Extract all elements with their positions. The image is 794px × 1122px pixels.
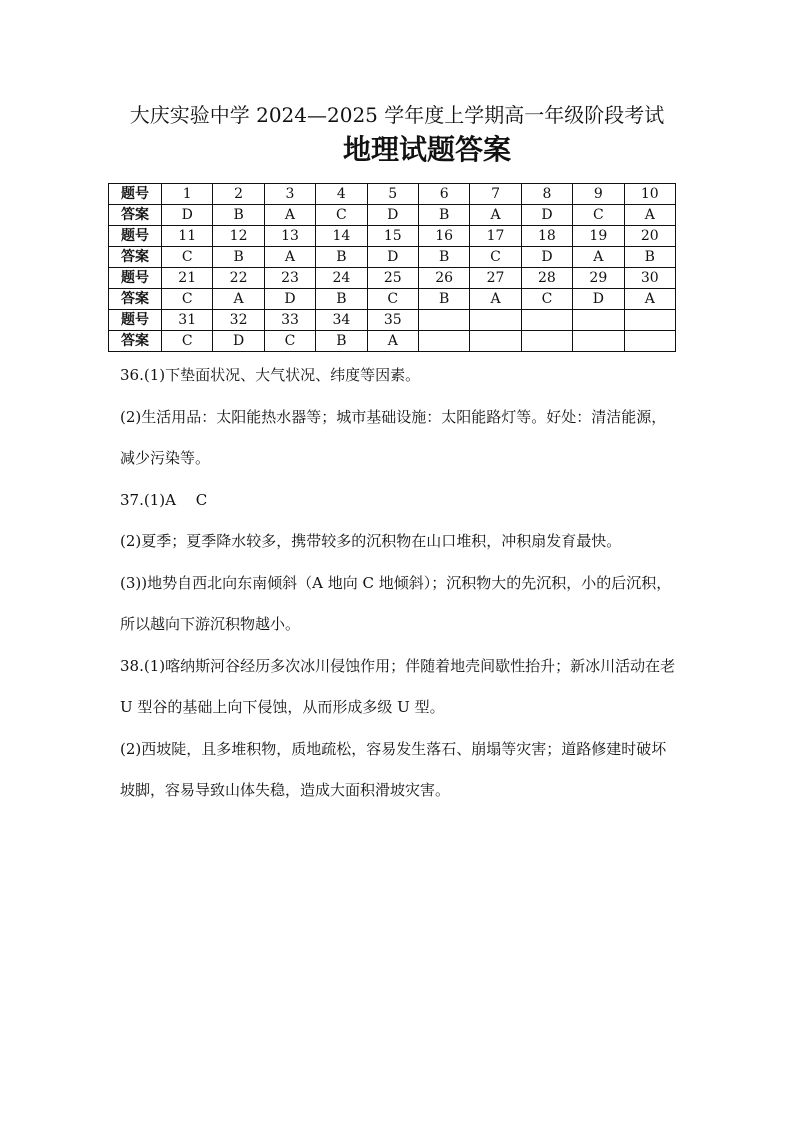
exam-title: 大庆实验中学 2024—2025 学年度上学期高一年级阶段考试: [129, 103, 665, 127]
question-number-cell: 9: [573, 184, 624, 205]
answer-37-1: 37.(1)A C: [120, 491, 208, 509]
answer-cell: C: [162, 331, 213, 352]
question-number-cell: 15: [367, 226, 418, 247]
answer-38-1: 38.(1)喀纳斯河谷经历多次冰川侵蚀作用；伴随着地壳间歇性抬升；新冰川活动在老 U 型谷的基础上向下侵蚀，从而形成多级 U 型。: [120, 657, 676, 716]
answer-cell: A: [470, 205, 521, 226]
question-number-row: [109, 268, 676, 289]
question-number-cell: 5: [367, 184, 418, 205]
answer-cell: D: [367, 205, 418, 226]
answer-cell: [624, 331, 675, 352]
answer-cell: D: [162, 205, 213, 226]
question-number-cell: 13: [264, 226, 315, 247]
answer-cell: [418, 331, 469, 352]
question-number-cell: 3: [264, 184, 315, 205]
question-number-cell: 14: [316, 226, 367, 247]
question-number-cell: 4: [316, 184, 367, 205]
question-number-cell: 28: [521, 268, 572, 289]
answer-cell: D: [521, 247, 572, 268]
answer-row: [109, 247, 676, 268]
question-number-cell: 1: [162, 184, 213, 205]
question-number-cell: 22: [213, 268, 264, 289]
page-subtitle: 地理试题答案: [342, 133, 511, 166]
answer-row: [109, 205, 676, 226]
answer-cell: B: [213, 205, 264, 226]
question-number-cell: 18: [521, 226, 572, 247]
question-number-cell: 7: [470, 184, 521, 205]
question-number-cell: 2: [213, 184, 264, 205]
question-number-cell: 20: [624, 226, 675, 247]
answer-cell: D: [367, 247, 418, 268]
answer-cell: A: [624, 205, 675, 226]
answer-label-cell: 答案: [109, 205, 162, 226]
answer-cell: A: [573, 247, 624, 268]
answer-cell: B: [316, 289, 367, 310]
question-number-cell: 25: [367, 268, 418, 289]
answer-cell: C: [316, 205, 367, 226]
question-label-cell: 题号: [109, 226, 162, 247]
question-label-cell: 题号: [109, 184, 162, 205]
answer-cell: C: [367, 289, 418, 310]
answer-cell: B: [624, 247, 675, 268]
answer-37-2: (2)夏季；夏季降水较多，携带较多的沉积物在山口堆积，冲积扇发育最快。: [120, 532, 622, 550]
answer-38-2: (2)西坡陡，且多堆积物，质地疏松，容易发生落石、崩塌等灾害；道路修建时破坏坡脚，容易导致山体失稳，造成大面积滑坡灾害。: [120, 740, 667, 799]
answer-cell: D: [573, 289, 624, 310]
question-number-cell: 17: [470, 226, 521, 247]
answer-cell: C: [521, 289, 572, 310]
answer-row: [109, 331, 676, 352]
question-number-cell: 6: [418, 184, 469, 205]
answer-cell: A: [367, 331, 418, 352]
answer-36-2: (2)生活用品：太阳能热水器等；城市基础设施：太阳能路灯等。好处：清洁能源，减少污染等。: [120, 408, 667, 467]
answer-37-3: (3))地势自西北向东南倾斜（A 地向 C 地倾斜）；沉积物大的先沉积，小的后沉积，所以越向下游沉积物越小。: [120, 574, 672, 633]
question-number-cell: 33: [264, 310, 315, 331]
answer-cell: A: [624, 289, 675, 310]
question-number-cell: 10: [624, 184, 675, 205]
answer-cell: D: [213, 331, 264, 352]
question-number-cell: 23: [264, 268, 315, 289]
question-number-row: [109, 184, 676, 205]
answer-cell: [573, 331, 624, 352]
question-number-cell: 8: [521, 184, 572, 205]
answer-cell: D: [521, 205, 572, 226]
question-number-cell: 32: [213, 310, 264, 331]
answer-cell: C: [264, 331, 315, 352]
question-number-row: [109, 310, 676, 331]
answer-cell: B: [316, 331, 367, 352]
answer-cell: C: [573, 205, 624, 226]
question-number-cell: 31: [162, 310, 213, 331]
answer-table-body: [109, 184, 676, 352]
answer-cell: C: [162, 247, 213, 268]
answer-cell: A: [213, 289, 264, 310]
answer-label-cell: 答案: [109, 247, 162, 268]
answer-cell: B: [316, 247, 367, 268]
question-number-cell: 26: [418, 268, 469, 289]
answer-cell: B: [418, 205, 469, 226]
answer-cell: [521, 331, 572, 352]
question-label-cell: 题号: [109, 268, 162, 289]
question-number-cell: 11: [162, 226, 213, 247]
question-number-cell: 35: [367, 310, 418, 331]
answer-cell: B: [213, 247, 264, 268]
answer-36-1: 36.(1)下垫面状况、大气状况、纬度等因素。: [120, 366, 421, 384]
answer-cell: A: [470, 289, 521, 310]
question-number-cell: 12: [213, 226, 264, 247]
question-number-cell: 34: [316, 310, 367, 331]
answer-cell: B: [418, 247, 469, 268]
answer-cell: A: [264, 247, 315, 268]
answer-label-cell: 答案: [109, 289, 162, 310]
answer-cell: B: [418, 289, 469, 310]
question-number-cell: [418, 310, 469, 331]
question-number-cell: 29: [573, 268, 624, 289]
answer-cell: D: [264, 289, 315, 310]
question-number-cell: 19: [573, 226, 624, 247]
answer-cell: C: [470, 247, 521, 268]
question-number-cell: 16: [418, 226, 469, 247]
question-number-cell: [573, 310, 624, 331]
answer-cell: [470, 331, 521, 352]
answer-label-cell: 答案: [109, 331, 162, 352]
question-number-cell: 21: [162, 268, 213, 289]
answer-row: [109, 289, 676, 310]
answer-table: [108, 183, 676, 352]
question-number-cell: [521, 310, 572, 331]
question-number-row: [109, 226, 676, 247]
question-number-cell: [470, 310, 521, 331]
question-number-cell: 24: [316, 268, 367, 289]
answer-cell: A: [264, 205, 315, 226]
question-label-cell: 题号: [109, 310, 162, 331]
question-number-cell: 30: [624, 268, 675, 289]
question-number-cell: 27: [470, 268, 521, 289]
answer-cell: C: [162, 289, 213, 310]
question-number-cell: [624, 310, 675, 331]
